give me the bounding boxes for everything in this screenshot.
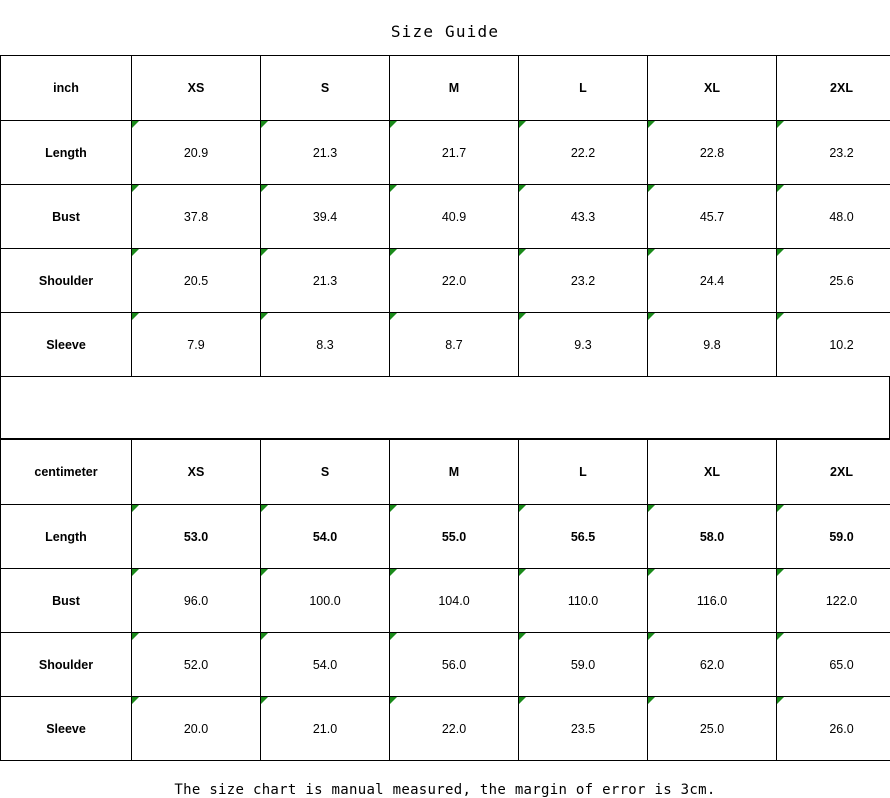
cell-shoulder-2xl: 25.6 bbox=[777, 249, 890, 313]
cell-length-2xl: 59.0 bbox=[777, 505, 890, 569]
table-row bbox=[1, 313, 890, 377]
column-header-m: M bbox=[390, 56, 519, 121]
column-header-xs: XS bbox=[132, 440, 261, 505]
cell-bust-s: 39.4 bbox=[261, 185, 390, 249]
cell-length-m: 55.0 bbox=[390, 505, 519, 569]
cell-bust-2xl: 48.0 bbox=[777, 185, 890, 249]
table-row bbox=[1, 185, 890, 249]
centimeter-table-wrapper bbox=[0, 439, 890, 761]
cell-shoulder-2xl: 65.0 bbox=[777, 633, 890, 697]
cell-bust-2xl: 122.0 bbox=[777, 569, 890, 633]
cell-length-xl: 22.8 bbox=[648, 121, 777, 185]
cell-sleeve-s: 21.0 bbox=[261, 697, 390, 761]
cell-shoulder-xl: 62.0 bbox=[648, 633, 777, 697]
cell-shoulder-xs: 20.5 bbox=[132, 249, 261, 313]
cell-bust-xs: 37.8 bbox=[132, 185, 261, 249]
cell-bust-xs: 96.0 bbox=[132, 569, 261, 633]
cell-shoulder-xl: 24.4 bbox=[648, 249, 777, 313]
cell-bust-s: 100.0 bbox=[261, 569, 390, 633]
cell-sleeve-m: 8.7 bbox=[390, 313, 519, 377]
table-header-row bbox=[1, 56, 890, 121]
table-row bbox=[1, 505, 890, 569]
cell-length-2xl: 23.2 bbox=[777, 121, 890, 185]
row-label-length: Length bbox=[1, 505, 132, 569]
cell-length-s: 21.3 bbox=[261, 121, 390, 185]
measurement-disclaimer: The size chart is manual measured, the margin of error is 3cm. bbox=[0, 761, 890, 798]
cell-length-xl: 58.0 bbox=[648, 505, 777, 569]
cell-sleeve-xl: 9.8 bbox=[648, 313, 777, 377]
column-header-l: L bbox=[519, 56, 648, 121]
column-header-m: M bbox=[390, 440, 519, 505]
cell-bust-m: 40.9 bbox=[390, 185, 519, 249]
row-label-sleeve: Sleeve bbox=[1, 313, 132, 377]
table-row bbox=[1, 633, 890, 697]
column-header-l: L bbox=[519, 440, 648, 505]
cell-sleeve-xl: 25.0 bbox=[648, 697, 777, 761]
cell-shoulder-xs: 52.0 bbox=[132, 633, 261, 697]
table-row bbox=[1, 249, 890, 313]
cell-sleeve-m: 22.0 bbox=[390, 697, 519, 761]
cell-sleeve-xs: 20.0 bbox=[132, 697, 261, 761]
cell-length-s: 54.0 bbox=[261, 505, 390, 569]
table-row bbox=[1, 121, 890, 185]
column-header-xs: XS bbox=[132, 56, 261, 121]
cell-shoulder-s: 21.3 bbox=[261, 249, 390, 313]
cell-bust-xl: 45.7 bbox=[648, 185, 777, 249]
cell-bust-l: 43.3 bbox=[519, 185, 648, 249]
cell-length-xs: 20.9 bbox=[132, 121, 261, 185]
cell-sleeve-xs: 7.9 bbox=[132, 313, 261, 377]
cell-length-xs: 53.0 bbox=[132, 505, 261, 569]
row-label-bust: Bust bbox=[1, 185, 132, 249]
cell-sleeve-2xl: 10.2 bbox=[777, 313, 890, 377]
column-header-2xl: 2XL bbox=[777, 440, 890, 505]
cell-bust-m: 104.0 bbox=[390, 569, 519, 633]
cell-sleeve-2xl: 26.0 bbox=[777, 697, 890, 761]
row-label-sleeve: Sleeve bbox=[1, 697, 132, 761]
cell-length-m: 21.7 bbox=[390, 121, 519, 185]
unit-label-inch: inch bbox=[1, 56, 132, 121]
table-row bbox=[1, 697, 890, 761]
cell-shoulder-s: 54.0 bbox=[261, 633, 390, 697]
cell-length-l: 22.2 bbox=[519, 121, 648, 185]
row-label-shoulder: Shoulder bbox=[1, 633, 132, 697]
row-label-bust: Bust bbox=[1, 569, 132, 633]
column-header-s: S bbox=[261, 56, 390, 121]
cell-shoulder-l: 23.2 bbox=[519, 249, 648, 313]
cell-shoulder-l: 59.0 bbox=[519, 633, 648, 697]
column-header-xl: XL bbox=[648, 56, 777, 121]
page-title: Size Guide bbox=[0, 0, 890, 55]
cell-length-l: 56.5 bbox=[519, 505, 648, 569]
centimeter-size-table bbox=[0, 439, 890, 761]
table-header-row bbox=[1, 440, 890, 505]
column-header-s: S bbox=[261, 440, 390, 505]
cell-sleeve-l: 9.3 bbox=[519, 313, 648, 377]
unit-label-centimeter: centimeter bbox=[1, 440, 132, 505]
cell-shoulder-m: 22.0 bbox=[390, 249, 519, 313]
cell-bust-xl: 116.0 bbox=[648, 569, 777, 633]
table-row bbox=[1, 569, 890, 633]
cell-sleeve-s: 8.3 bbox=[261, 313, 390, 377]
row-label-shoulder: Shoulder bbox=[1, 249, 132, 313]
cell-shoulder-m: 56.0 bbox=[390, 633, 519, 697]
cell-sleeve-l: 23.5 bbox=[519, 697, 648, 761]
table-separator-block bbox=[0, 377, 890, 439]
column-header-xl: XL bbox=[648, 440, 777, 505]
row-label-length: Length bbox=[1, 121, 132, 185]
cell-bust-l: 110.0 bbox=[519, 569, 648, 633]
column-header-2xl: 2XL bbox=[777, 56, 890, 121]
inch-size-table bbox=[0, 55, 890, 377]
inch-table-wrapper bbox=[0, 55, 890, 377]
